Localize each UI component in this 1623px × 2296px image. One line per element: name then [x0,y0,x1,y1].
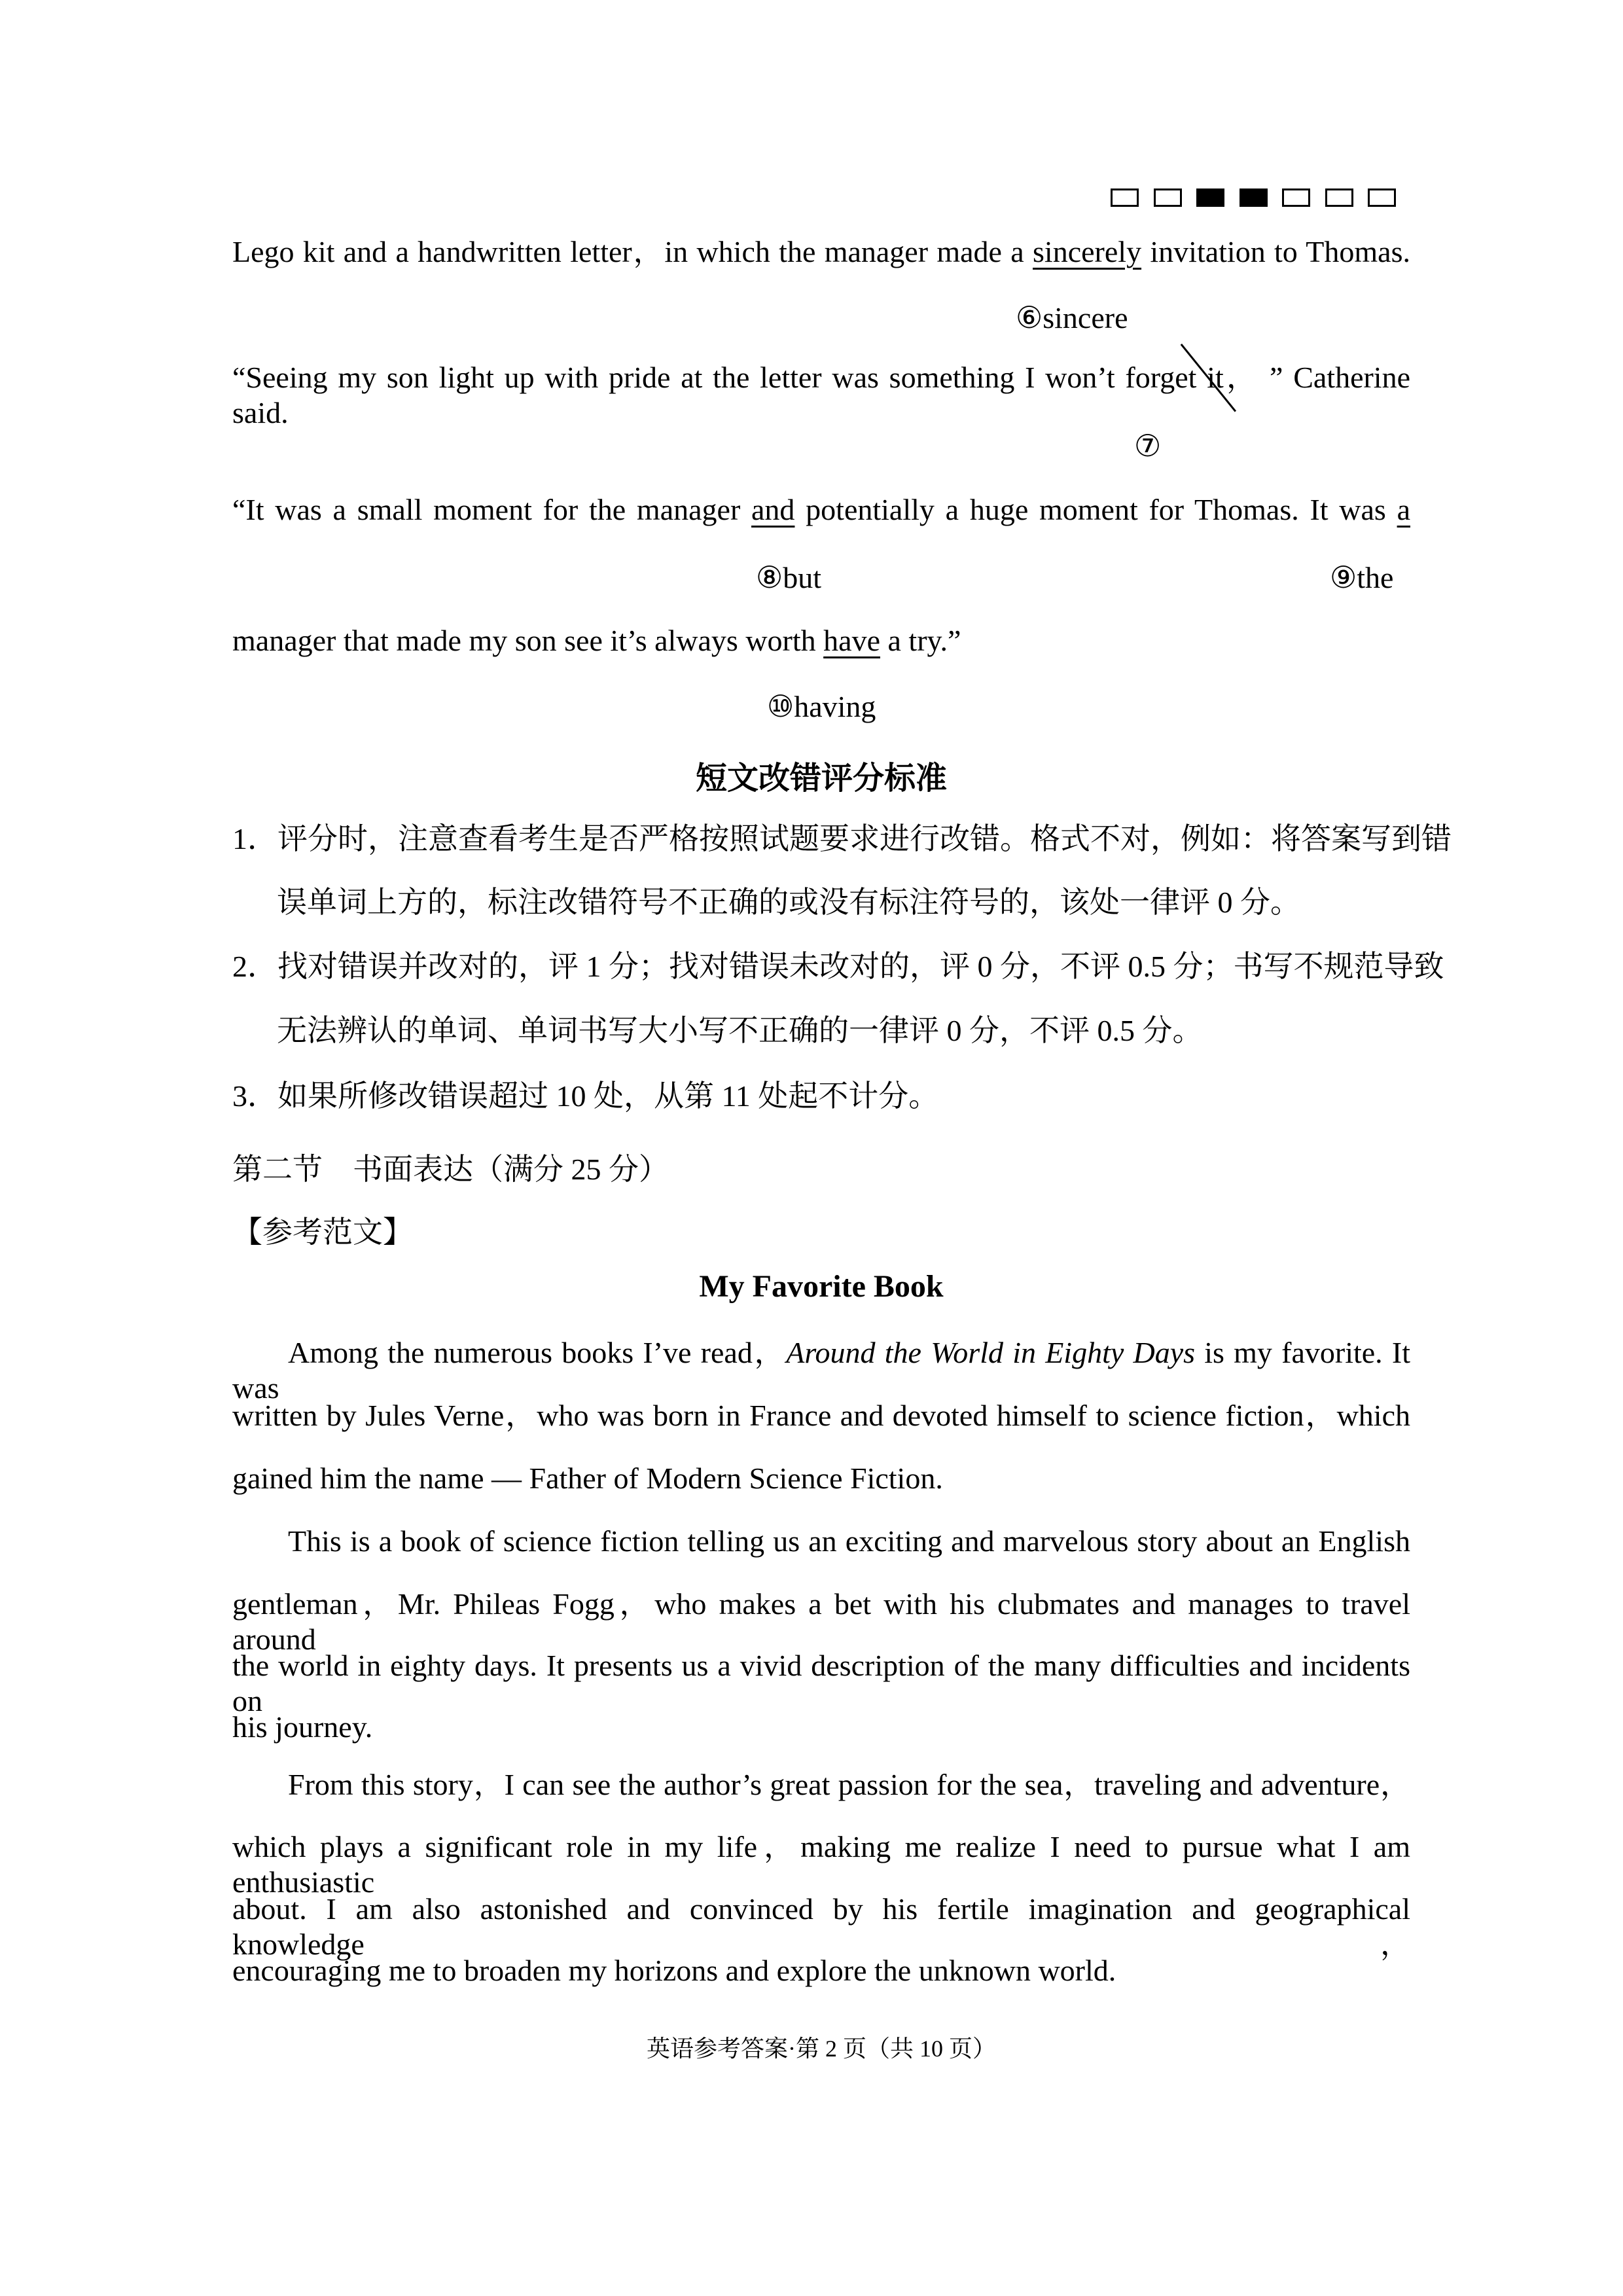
essay-line [232,1953,1410,1988]
essay-line [232,1648,1410,1719]
text-segment: about. I am also astonished and convinced by his fertile imagination and geographical knowledge， [232,1892,1410,1962]
text-segment: 3．如果所修改错误超过 10 处，从第 11 处起不计分。 [232,1079,939,1113]
essay-line [232,1524,1410,1559]
text-segment: a try.” [880,624,961,657]
essay-line [232,1398,1410,1433]
registration-mark-empty [1325,188,1353,207]
text-segment: the world in eighty days. It presents us a vivid description of the many difficulties and incidents on [232,1649,1410,1718]
underlined-word: a [1397,493,1411,526]
rubric-heading: 短文改错评分标准 [695,761,947,796]
text-segment: potentially a huge moment for Thomas. It was [794,493,1397,526]
text-segment: ” Catherine said. [232,361,1411,430]
registration-mark-empty [1368,188,1396,207]
text-segment: is my favorite. It was [232,1336,1410,1405]
passage-line [232,360,1410,431]
essay-line [232,1335,1410,1407]
rubric-item-line [232,821,1452,857]
registration-mark-filled [1240,188,1268,207]
correction-answer: ⑧but [756,561,822,594]
text-segment: his journey. [232,1710,373,1744]
text-segment: gained him the name — Father of Modern Science Fiction. [232,1462,943,1495]
text-segment: encouraging me to broaden my horizons and explore the unknown world. [232,1954,1116,1987]
essay-line [232,1767,1410,1803]
correction-answer: ⑦ [1134,429,1162,463]
text-segment: 2．找对错误并改对的，评 1 分；找对错误未改对的，评 0 分，不评 0.5 分；书写不规范导致 [232,950,1444,983]
page-footer: 英语参考答案·第 2 页（共 10 页） [647,2036,996,2062]
correction-answer: ⑥sincere [1016,301,1128,334]
rubric-item-line [232,949,1444,984]
passage-line [232,623,1410,658]
text-segment: From this story，I can see the author’s great passion for the sea，traveling and adventure， [288,1768,1410,1801]
essay-line [232,1710,1410,1745]
registration-mark-empty [1154,188,1182,207]
italic-book-title: Around the World in Eighty Days [786,1336,1196,1369]
text-segment: “Seeing my son light up with pride at the letter was something I won’t forget [232,361,1207,394]
essay-line [232,1461,1410,1496]
reference-essay-label: 【参考范文】 [232,1215,413,1249]
registration-mark-filled [1196,188,1224,207]
text-segment: 误单词上方的，标注改错符号不正确的或没有标注符号的，该处一律评 0 分。 [277,886,1300,919]
text-segment: written by Jules Verne，who was born in France and devoted himself to science fiction，which [232,1399,1410,1432]
essay-line [232,1892,1410,1963]
section2-heading: 第二节 书面表达（满分 25 分） [232,1153,669,1186]
essay-line [232,1829,1410,1901]
essay-line [232,1587,1410,1658]
text-segment: manager that made my son see it’s always worth [232,624,824,657]
underlined-word: sincerely [1033,235,1142,268]
passage-line [232,492,1410,528]
text-segment: “It was a small moment for the manager [232,493,752,526]
registration-mark-empty [1111,188,1139,207]
rubric-item-line [232,1079,938,1114]
rubric-item-line [277,1013,1203,1049]
text-segment: gentleman，Mr. Phileas Fogg，who makes a bet with his clubmates and manages to travel around [232,1587,1410,1657]
text-segment: invitation to Thomas. [1141,235,1410,268]
correction-answer: ⑩having [767,690,876,723]
text-segment: 无法辨认的单词、单词书写大小写不正确的一律评 0 分，不评 0.5 分。 [277,1014,1203,1047]
slash-deleted-word: it， [1207,361,1260,394]
rubric-item-line [277,885,1300,920]
essay-title: My Favorite Book [699,1269,944,1304]
underlined-word: have [823,624,880,657]
text-segment: Among the numerous books I’ve read， [288,1336,787,1369]
correction-answer: ⑨the [1330,561,1394,594]
passage-line [232,234,1410,270]
registration-mark-empty [1282,188,1310,207]
text-segment: 1．评分时，注意查看考生是否严格按照试题要求进行改错。格式不对，例如：将答案写到错 [232,822,1452,855]
text-segment: This is a book of science fiction telling us an exciting and marvelous story about an English [288,1524,1410,1558]
text-segment: which plays a significant role in my life，making me realize I need to pursue what I am enthusiastic [232,1830,1410,1899]
text-segment: Lego kit and a handwritten letter，in which the manager made a [232,235,1033,268]
underlined-word: and [751,493,795,526]
